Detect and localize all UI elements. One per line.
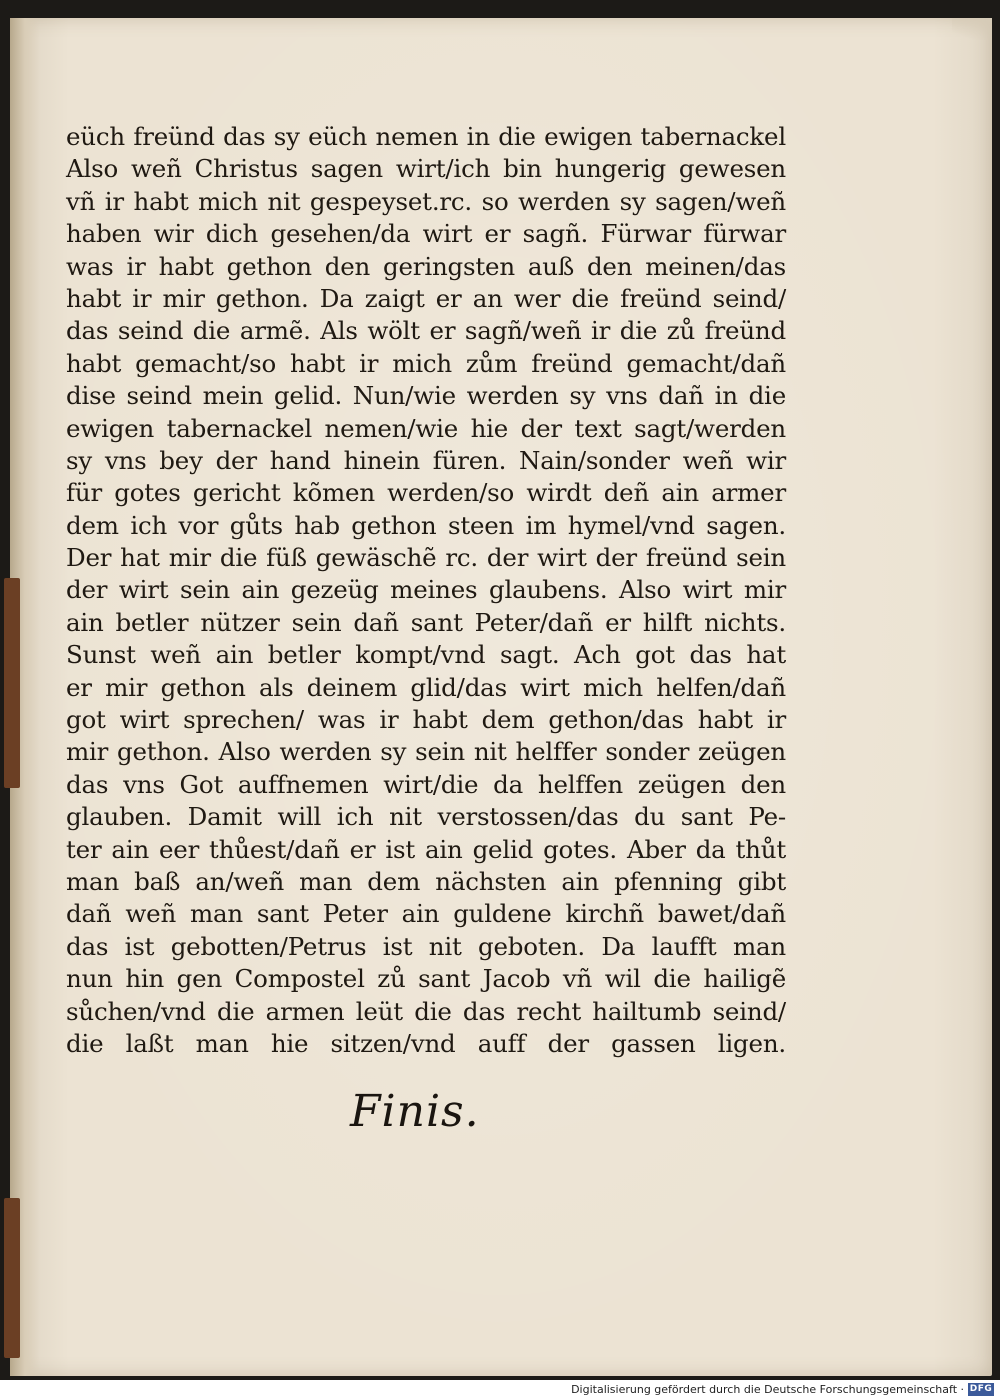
text-line: man baß an/weñ man dem nächsten ain pfenning gibt (66, 866, 786, 896)
text-line: er mir gethon als deinem glid/das wirt mich helfen/dañ (66, 672, 786, 702)
text-line: habt ir mir gethon. Da zaigt er an wer die freünd seind/ (66, 283, 786, 313)
text-line: sůchen/vnd die armen leüt die das recht hailtumb seind/ (66, 996, 786, 1026)
text-line: dem ich vor gůts hab gethon steen im hymel/vnd sagen. (66, 510, 786, 540)
text-line: die laßt man hie sitzen/vnd auff der gassen ligen. (66, 1028, 786, 1058)
text-line: Sunst weñ ain betler kompt/vnd sagt. Ach got das hat (66, 640, 786, 670)
finis-heading: Finis. (350, 1086, 480, 1137)
binding-tab (4, 1198, 20, 1358)
text-line: haben wir dich gesehen/da wirt er sagñ. Fürwar fürwar (66, 219, 786, 249)
page-corner (952, 18, 992, 40)
text-line: dise seind mein gelid. Nun/wie werden sy vns dañ in die (66, 381, 786, 411)
text-line: das vns Got auffnemen wirt/die da helffen zeügen den (66, 769, 786, 799)
text-line: vñ ir habt mich nit gespeyset.rc. so werden sy sagen/weñ (66, 186, 786, 216)
text-line: für gotes gericht kõmen werden/so wirdt deñ ain armer (66, 478, 786, 508)
body-text (66, 121, 786, 1060)
text-line: ewigen tabernackel nemen/wie hie der text sagt/werden (66, 413, 786, 443)
text-line: dañ weñ man sant Peter ain guldene kirchñ bawet/dañ (66, 899, 786, 929)
text-line: das ist gebotten/Petrus ist nit geboten. Da laufft man (66, 931, 786, 961)
text-line: das seind die armẽ. Als wölt er sagñ/weñ ir die zů freünd (66, 316, 786, 346)
text-line: sy vns bey der hand hinein füren. Nain/sonder weñ wir (66, 445, 786, 475)
text-line: mir gethon. Also werden sy sein nit helffer sonder zeügen (66, 737, 786, 767)
binding-tab (4, 578, 20, 788)
text-line: nun hin gen Compostel zů sant Jacob vñ wil die hailigẽ (66, 964, 786, 994)
text-line: glauben. Damit will ich nit verstossen/das du sant Pe- (66, 802, 786, 832)
text-line: Der hat mir die füß gewäschẽ rc. der wirt der freünd sein (66, 543, 786, 573)
text-line: der wirt sein ain gezeüg meines glaubens. Also wirt mir (66, 575, 786, 605)
text-line: got wirt sprechen/ was ir habt dem gethon/das habt ir (66, 705, 786, 735)
dfg-logo: DFG (969, 1384, 993, 1394)
text-line: was ir habt gethon den geringsten auß den meinen/das (66, 251, 786, 281)
text-line: eüch freünd das sy eüch nemen in die ewigen tabernackel (66, 122, 786, 151)
text-line: habt gemacht/so habt ir mich zům freünd gemacht/dañ (66, 348, 786, 378)
text-line: Also weñ Christus sagen wirt/ich bin hungerig gewesen (66, 154, 786, 184)
digitization-credit: Digitalisierung gefördert durch die Deutsche Forschungsgemeinschaft · (571, 1383, 964, 1396)
binding-edge (10, 18, 40, 1376)
text-line: ain betler nützer sein dañ sant Peter/dañ er hilft nichts. (66, 607, 786, 637)
text-line: ter ain eer thůest/dañ er ist ain gelid gotes. Aber da thůt (66, 834, 786, 864)
